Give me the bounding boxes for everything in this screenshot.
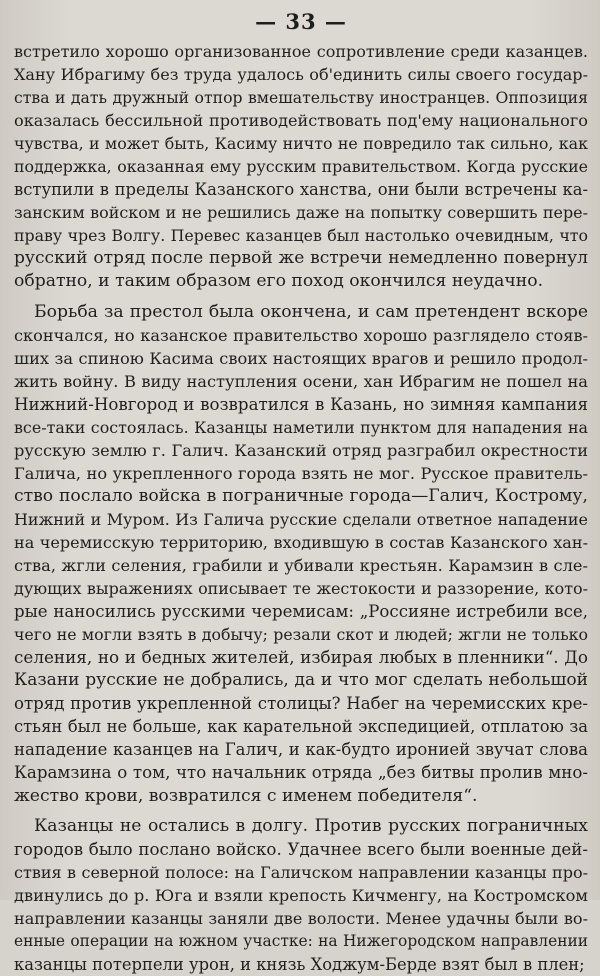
text-line: Карамзина о том, что начальник отряда „без битвы пролив мно-: [14, 763, 588, 783]
paragraph: [14, 40, 588, 294]
text-line: дующих выражениях описывает те жестокости и раззорение, кото-: [14, 579, 588, 599]
text-line: Казанцы не остались в долгу. Против русских пограничных: [34, 815, 588, 836]
text-line: занским войском и не решились даже на попытку совершить пере-: [14, 203, 588, 223]
text-line: стьян был не больше, как карательной экспедицией, отплатою за: [14, 717, 588, 737]
text-line: оказалась бессильной противодействовать под'ему национального: [14, 111, 588, 131]
text-line: ствия в северной полосе: на Галичском направлении казанцы про-: [14, 862, 588, 882]
paragraph: [14, 301, 588, 808]
text-line: чувства, и может быть, Касиму ничто не повредило так сильно, как: [14, 134, 588, 154]
text-line: Хану Ибрагиму без труда удалось об'единить силы своего государ-: [14, 65, 588, 85]
text-line: все-таки состоялась. Казанцы наметили пунктом для нападения на: [14, 417, 588, 437]
text-line: на черемисскую территорию, входившую в состав Казанского хан-: [14, 532, 588, 552]
text-line: вступили в пределы Казанского ханства, они были встречены ка-: [14, 180, 588, 200]
text-line: жество крови, возвратился с именем победителя“.: [14, 785, 478, 806]
page-number: — 33 —: [255, 9, 347, 34]
text-line: русский отряд после первой же встречи немедленно повернул: [14, 248, 588, 269]
text-line: казанцы потерпели урон, и князь Ходжум-Берде взят был в плен;: [14, 954, 585, 974]
text-line: Нижний и Муром. Из Галича русские сделали ответное нападение: [14, 509, 588, 529]
text-line: поддержка, оказанная ему русским правительством. Когда русские: [14, 157, 588, 177]
text-line: Казани русские не добрались, да и что мог сделать небольшой: [14, 670, 588, 691]
text-line: енные операции на южном участке: на Нижегородском направлении: [14, 931, 588, 950]
text-line: двинулись до р. Юга и взяли крепость Кичменгу, на Костромском: [14, 885, 588, 905]
text-line: чего не могли взять в добычу; резали скот и людей; жгли не только: [14, 625, 588, 645]
text-line: жить войну. В виду наступления осени, хан Ибрагим не пошел на: [14, 371, 588, 391]
text-line: рые наносились русскими черемисам: „Россияне истребили все,: [14, 602, 588, 622]
text-line: обратно, и таким образом его поход окончился неудачно.: [14, 271, 544, 292]
paragraph: [14, 815, 588, 976]
text-line: ства и дать дружный отпор вмешательству иностранцев. Оппозиция: [14, 88, 588, 108]
text-line: встретило хорошо организованное сопротивление среди казанцев.: [14, 42, 588, 61]
text-line: селения, но и бедных жителей, избирая любых в пленники“. До: [14, 647, 588, 668]
text-line: праву чрез Волгу. Перевес казанцев был настолько очевидным, что: [14, 226, 588, 246]
text-line: ство послало войска в пограничные города—Галич, Кострому,: [14, 485, 588, 506]
text-line: ших за спиною Касима своих настоящих врагов и решило продол-: [14, 348, 588, 368]
text-line: ства, жгли селения, грабили и убивали крестьян. Карамзин в сле-: [14, 556, 588, 576]
text-line: направлении казанцы заняли две волости. Менее удачны были во-: [14, 908, 588, 928]
text-line: Нижний-Новгород и возвратился в Казань, но зимняя кампания: [14, 394, 588, 414]
text-line: нападение казанцев на Галич, и как-будто иронией звучат слова: [14, 740, 588, 760]
text-line: Галича, но укрепленного города взять не мог. Русское правитель-: [14, 463, 588, 483]
text-line: городов было послано войско. Удачнее всего были военные дей-: [14, 839, 588, 859]
text-line: русскую землю г. Галич. Казанский отряд разграбил окрестности: [14, 440, 588, 460]
text-line: Борьба за престол была окончена, и сам претендент вскоре: [34, 301, 588, 322]
text-line: отряд против укрепленной столицы? Набег на черемисских кре-: [14, 694, 588, 714]
body-text: [14, 40, 588, 976]
text-line: скончался, но казанское правительство хорошо разглядело стояв-: [14, 325, 588, 345]
